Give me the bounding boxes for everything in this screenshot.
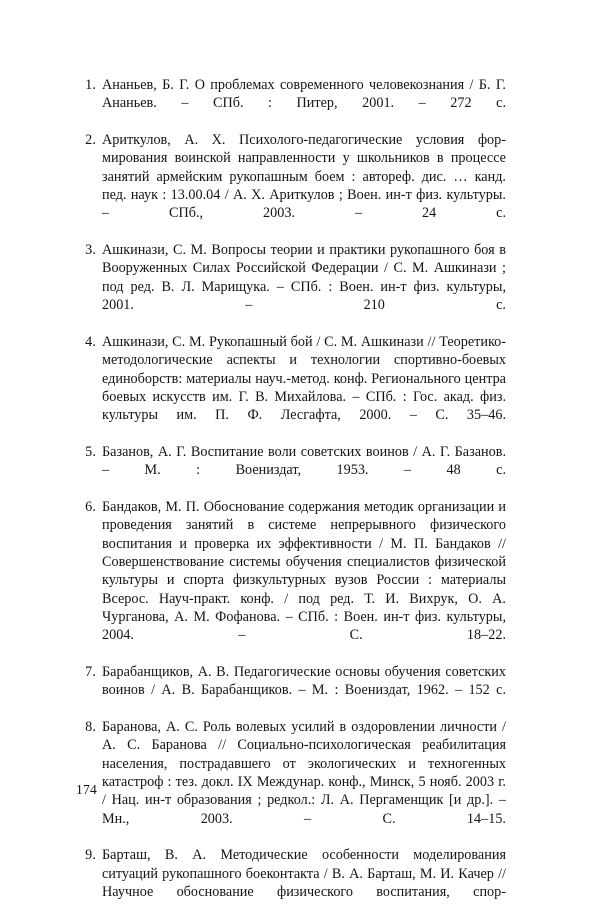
bibliography-entry [76,333,506,443]
bibliography-list [76,76,506,920]
bibliography-entry [76,498,506,663]
bibliography-entry-number: 2. [85,132,96,149]
bibliography-entry [76,131,506,241]
bibliography-entry-number: 1. [85,77,96,93]
bibliography-entry-number: 3. [85,242,96,259]
bibliography-entry-text: Ариткулов, А. Х. Психолого-педагогические условия формирования воинской направленности у школьников в процессе занятий армейским рукопашным боем : автореф. дис. … канд. пед. наук : 13.00.04 / А. Х. Ариткулов ; Воен. ин-т физ. культуры. – СПб., 2003. – 24 с. [102,132,506,222]
bibliography-entry [76,846,506,919]
bibliography-entry-text: Ананьев, Б. Г. О проблемах современного человекознания / Б. Г. Ананьев. – СПб. : Питер, 2001. – 272 с. [102,77,506,112]
bibliography-entry-text: Баранова, А. С. Роль волевых усилий в оздоровлении личности / А. С. Баранова // Социально-психологическая реабилитация населения, пострадавшего от экологических и техногенных катастроф : тез. докл. IX Междунар. конф., Минск, 5 нояб. 2003 г. / Нац. ин-т образования ; редкол.: Л. А. Пергаменщик [и др.]. – Мн., 2003. – С. 14–15. [102,719,506,827]
bibliography-entry-text: Барабанщиков, А. В. Педагогические основы обучения советских воинов / А. В. Барабанщиков. – М. : Воениздат, 1962. – 152 с. [102,664,506,699]
page-number: 174 [76,782,97,797]
bibliography-entry-text: Ашкинази, С. М. Рукопашный бой / С. М. Ашкинази // Теоретико-методологические аспекты и технологии спортивно-боевых единоборств: материалы науч.-метод. конф. Регионального центра боевых искусств им. Г. В. Михайлова. – СПб. : Гос. акад. физ. культуры им. П. Ф. Лесгафта, 2000. – С. 35–46. [102,333,506,424]
bibliography-entry [76,76,506,131]
bibliography-entry [76,443,506,498]
bibliography-entry-number: 9. [85,847,96,864]
bibliography-entry-text: Бандаков, М. П. Обоснование содержания методик организации и проведения занятий в системе непрерывного физического воспитания и проверка их эффективности / М. П. Бандаков // Совершенствование системы обучения специалистов физической культуры и спорта физкультурных вузов России : материалы Всерос. Науч-практ. конф. / под ред. Т. И. Вихрук, О. А. Чурганова, А. М. Фофанова. – СПб. : Воен. ин-т физ. культуры, 2004. – С. 18–22. [102,498,506,644]
bibliography-entry-number: 8. [85,719,96,736]
bibliography-entry-number: 6. [85,498,96,515]
bibliography-entry-text: Базанов, А. Г. Воспитание воли советских воинов / А. Г. Базанов. – М. : Воениздат, 1953. – 48 с. [102,443,506,479]
bibliography-entry-text: Барташ, В. А. Методические особенности моделирования ситуаций рукопашного боеконтакта / В. А. Барташ, М. И. Качер // Научное обоснование физического воспитания, спор- [102,847,506,901]
bibliography-entry-text: Ашкинази, С. М. Вопросы теории и практики рукопашного боя в Вооруженных Силах Российской Федерации / С. М. Ашкинази ; под ред. В. Л. Марищука. – СПб. : Воен. ин-т физ. культуры, 2001. – 210 с. [102,242,506,314]
bibliography-entry [76,718,506,846]
bibliography-entry [76,663,506,718]
bibliography-entry-number: 4. [85,333,96,350]
bibliography-entry-number: 5. [85,443,96,460]
bibliography-entry-number: 7. [85,664,96,680]
bibliography-entry [76,241,506,333]
